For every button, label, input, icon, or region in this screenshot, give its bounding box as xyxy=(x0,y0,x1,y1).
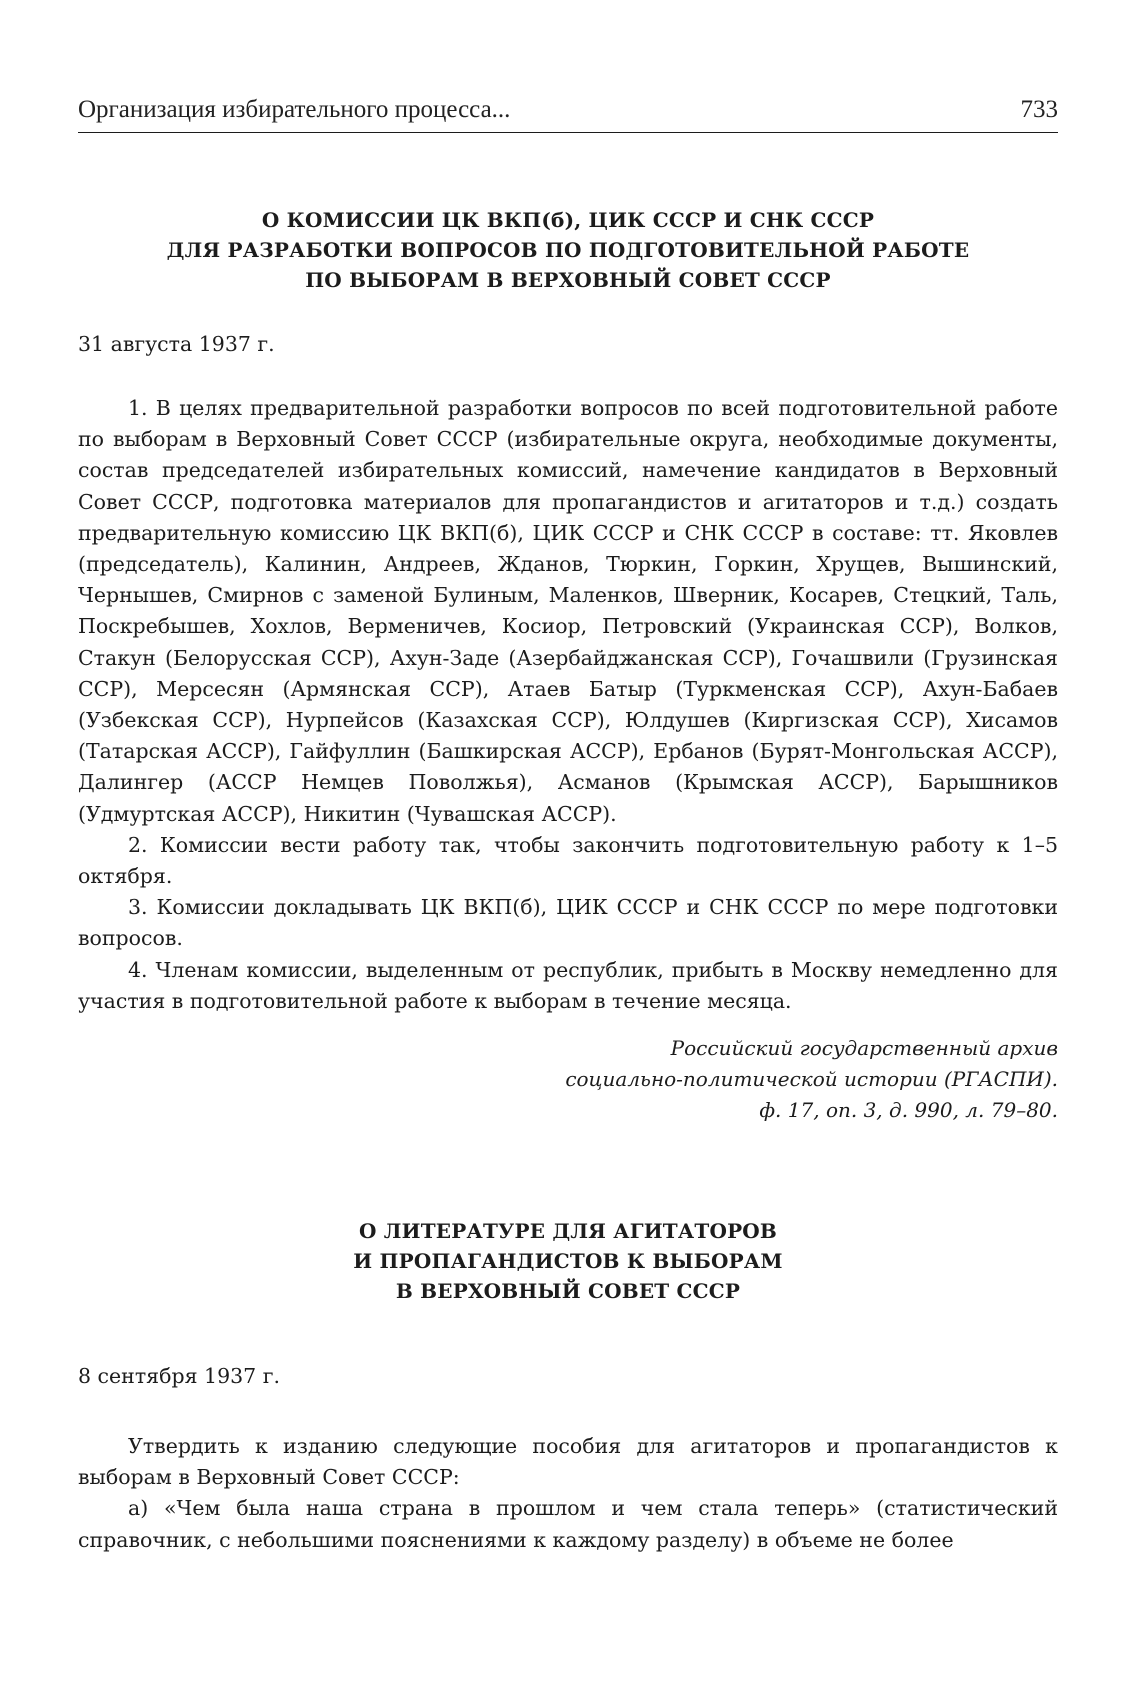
running-title: Организация избирательного процесса... xyxy=(78,96,511,123)
doc2-paragraph-1: Утвердить к изданию следующие пособия для агитаторов и пропагандистов к выборам в Верховный Совет СССР: xyxy=(78,1434,1058,1490)
source-line: ф. 17, оп. 3, д. 990, л. 79–80. xyxy=(759,1098,1058,1123)
doc1-paragraph-1: 1. В целях предварительной разработки вопросов по всей подготовительной работе по выборам в Верховный Совет СССР (избирательные округа, необходимые документы, состав председателей избирательных комиссий, намечение кандидатов в Верховный Совет СССР, подготовка материалов для пропагандистов и агитаторов и т.д.) создать предварительную комиссию ЦК ВКП(б), ЦИК СССР и СНК СССР в составе: тт. Яковлев (председатель), Калинин, Андреев, Жданов, Тюркин, Горкин, Хрущев, Вышинский, Чернышев, Смирнов с заменой Булиным, Маленков, Шверник, Косарев, Стецкий, Таль, Поскребышев, Хохлов, Верменичев, Косиор, Петровский (Украинская ССР), Волков, Стакун (Белорусская ССР), Ахун-Заде (Азербайджанская ССР), Гочашвили (Грузинская ССР), Мерсесян (Армянская ССР), Атаев Батыр (Туркменская ССР), Ахун-Бабаев (Узбекская ССР), Нурпейсов (Казахская ССР), Юлдушев (Киргизская ССР), Хисамов (Татарская АССР), Гайфуллин (Башкирская АССР), Ербанов (Бурят-Монгольская АССР), Далингер (АССР Немцев Поволжья), Асманов (Крымская АССР), Барышников (Удмуртская АССР), Никитин (Чувашская АССР). xyxy=(78,396,1058,826)
doc2-date: 8 сентября 1937 г. xyxy=(78,1364,280,1389)
doc2-body xyxy=(78,1431,1058,1556)
doc2-paragraph-2: а) «Чем была наша страна в прошлом и чем стала теперь» (статистический справочник, с небольшими пояснениями к каждому разделу) в объеме не более xyxy=(78,1496,1058,1552)
doc2-title-line: В ВЕРХОВНЫЙ СОВЕТ СССР xyxy=(395,1279,741,1304)
doc1-body xyxy=(78,393,1058,1017)
source-line: Российский государственный архив xyxy=(670,1036,1058,1061)
doc1-paragraph-3: 3. Комиссии докладывать ЦК ВКП(б), ЦИК СССР и СНК СССР по мере подготовки вопросов. xyxy=(78,895,1058,951)
doc1-title-line: ДЛЯ РАЗРАБОТКИ ВОПРОСОВ ПО ПОДГОТОВИТЕЛЬНОЙ РАБОТЕ xyxy=(166,238,970,262)
doc2-title-line: И ПРОПАГАНДИСТОВ К ВЫБОРАМ xyxy=(353,1249,783,1274)
doc2-title-line: О ЛИТЕРАТУРЕ ДЛЯ АГИТАТОРОВ xyxy=(358,1219,778,1244)
doc1-title-line: О КОМИССИИ ЦК ВКП(б), ЦИК СССР И СНК СССР xyxy=(261,208,875,232)
doc2-title xyxy=(78,1216,1058,1306)
doc1-title xyxy=(78,205,1058,295)
page-number: 733 xyxy=(1020,96,1058,123)
doc1-archive-source xyxy=(78,1033,1058,1126)
doc1-title-line: ПО ВЫБОРАМ В ВЕРХОВНЫЙ СОВЕТ СССР xyxy=(305,268,831,292)
doc1-paragraph-2: 2. Комиссии вести работу так, чтобы закончить подготовительную работу к 1–5 октября. xyxy=(78,832,1058,889)
source-line: социально-политической истории (РГАСПИ). xyxy=(565,1067,1058,1092)
doc1-paragraph-4: 4. Членам комиссии, выделенным от республик, прибыть в Москву немедленно для участия в подготовительной работе к выборам в течение месяца. xyxy=(78,957,1058,1013)
running-header xyxy=(78,96,1058,133)
doc1-date: 31 августа 1937 г. xyxy=(78,332,275,356)
book-page xyxy=(78,96,1058,1556)
